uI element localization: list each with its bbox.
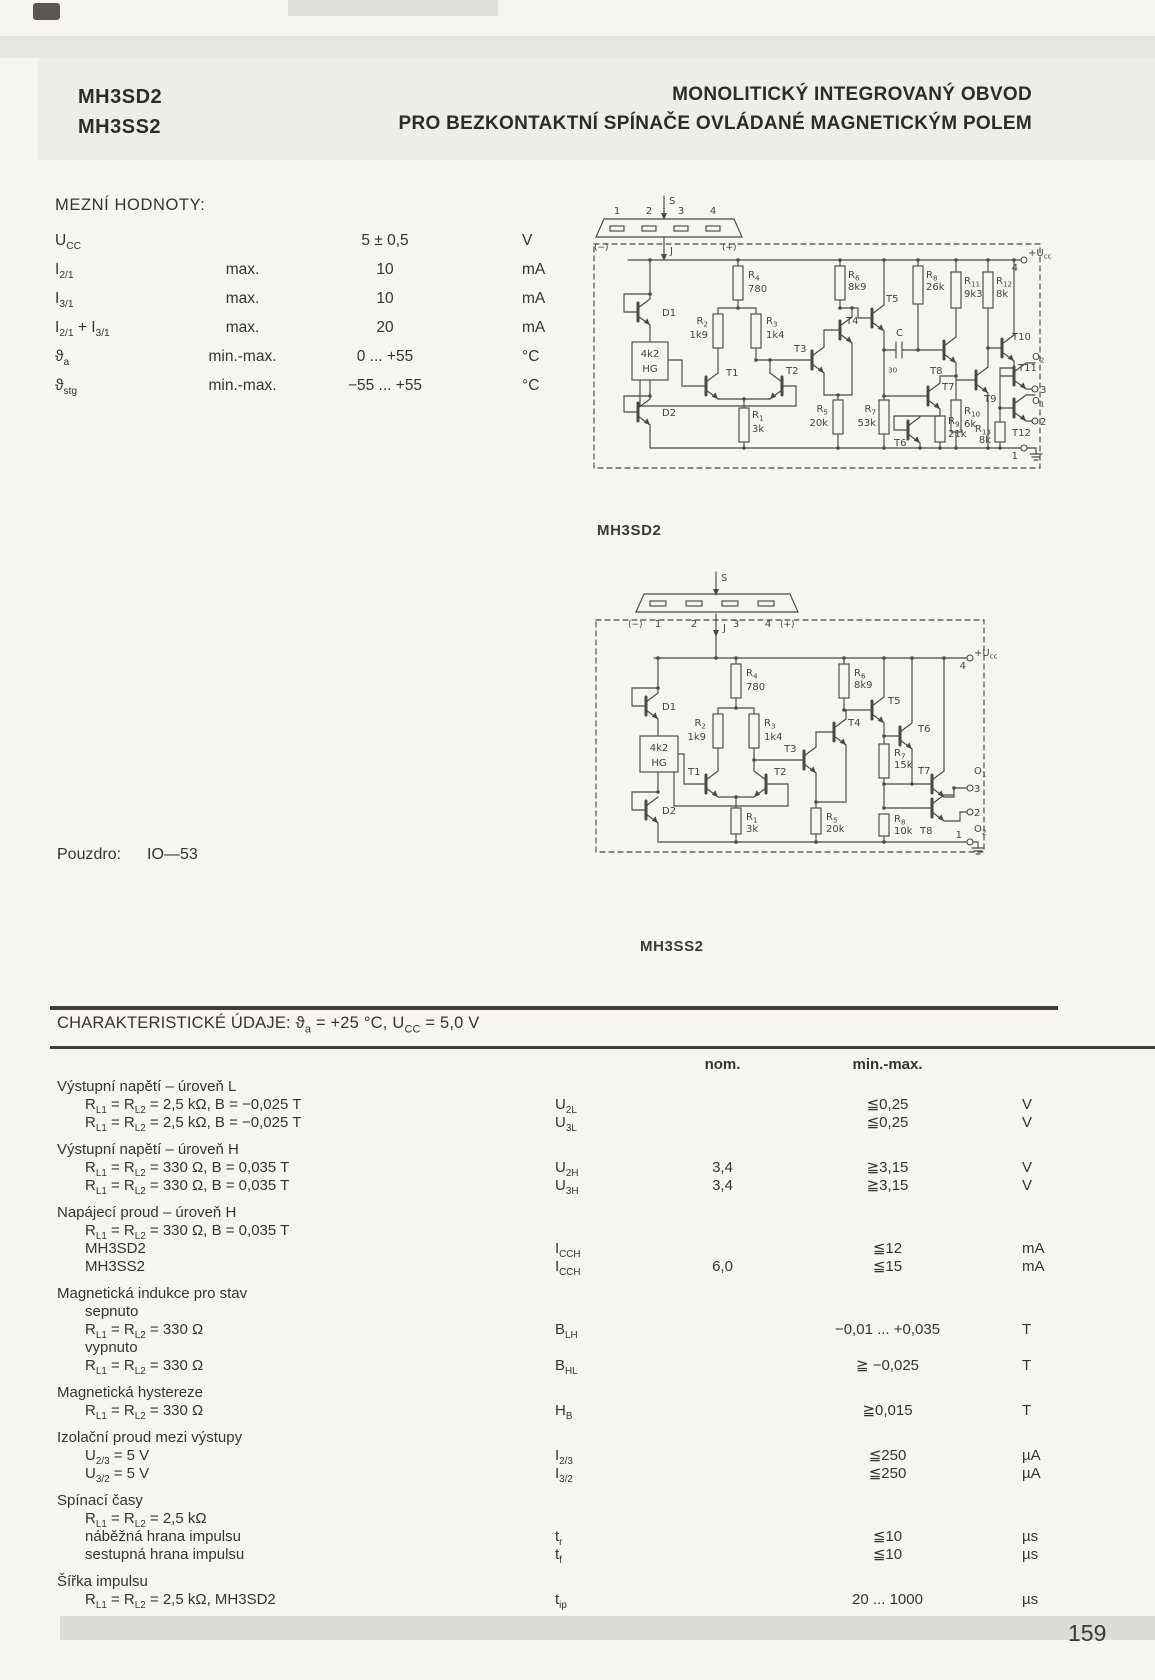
char-row: [57, 1303, 1062, 1321]
schematic-mh3ss2: [588, 568, 998, 860]
char-unit: V: [1022, 1177, 1033, 1194]
caption-mh3sd2: MH3SD2: [597, 522, 662, 539]
char-sym: $I_{3/2}$: [555, 1465, 573, 1485]
char-sym: $I_{2/3}$: [555, 1447, 573, 1467]
char-unit: mA: [1022, 1240, 1045, 1257]
char-row: [57, 1258, 1062, 1276]
schematic-label: T4: [846, 316, 859, 327]
schematic-label: 21k: [948, 429, 967, 440]
schematic-label: 3: [1040, 385, 1047, 396]
char-group-label: Napájecí proud – úroveň H: [57, 1204, 237, 1221]
char-minmax: [795, 1303, 980, 1321]
limits-value: 0 ... +55: [356, 348, 414, 365]
char-nom: [650, 1114, 795, 1132]
schematic-label: 4: [764, 619, 772, 630]
char-cond: $U_{3/2} = 5$ V: [85, 1465, 150, 1485]
schematic-label: T8: [920, 826, 933, 837]
char-nom: [650, 1546, 795, 1564]
char-group-label: Výstupní napětí – úroveň H: [57, 1141, 239, 1158]
char-minmax: [795, 1339, 980, 1357]
char-row: [57, 1591, 1062, 1609]
limits-row: [55, 313, 615, 342]
char-unit: T: [1022, 1402, 1032, 1419]
pin-ucc: [967, 655, 973, 661]
char-row: [57, 1321, 1062, 1339]
char-minmax: ≦12: [872, 1240, 903, 1257]
schematic-label: HG: [651, 758, 667, 769]
char-row: [57, 1465, 1062, 1483]
char-group: [57, 1141, 1062, 1195]
pin-gnd: [967, 839, 973, 845]
char-cond: náběžná hrana impulsu: [85, 1528, 241, 1545]
char-unit: µA: [1022, 1447, 1041, 1464]
schematic-label: 3: [974, 784, 981, 795]
char-row: [57, 1339, 1062, 1357]
char-sym: $B_{HL}$: [555, 1357, 578, 1377]
schematic-label: $+U_{cc}$: [974, 648, 998, 661]
char-cond: $R_{L1} = R_{L2} = 330$ Ω, B = 0,035 T: [85, 1177, 290, 1197]
schematic-label: 3: [732, 619, 740, 630]
schematic-label: T5: [886, 294, 899, 305]
schematic-label: 1k9: [689, 330, 708, 341]
schematic-label: $R_4$: [746, 668, 758, 681]
char-sym: $t_r$: [555, 1528, 563, 1548]
char-sym: $t_f$: [555, 1546, 562, 1566]
limits-row: [55, 371, 615, 400]
char-minmax: ≦10: [872, 1528, 903, 1545]
scan-artifact: [60, 1616, 1155, 1640]
schematic-label: 8k: [996, 289, 1009, 300]
schematic-label: (−): [628, 620, 643, 630]
schematic-label: $R_1$: [746, 812, 758, 825]
schematic-label: T12: [1012, 428, 1031, 439]
char-unit: µs: [1022, 1546, 1039, 1563]
characteristics-groups: [57, 1078, 1062, 1618]
schematic-label: J: [723, 623, 726, 634]
char-unit: µs: [1022, 1528, 1039, 1545]
pin-out3: [967, 785, 973, 791]
char-sym: $I_{CCH}$: [555, 1258, 581, 1278]
schematic-label: 8k9: [854, 680, 873, 691]
char-cond: $R_{L1} = R_{L2} = 2,5$ kΩ: [85, 1510, 207, 1530]
package-value: IO—53: [147, 846, 198, 863]
char-cond: $R_{L1} = R_{L2} = 330$ Ω: [85, 1357, 204, 1377]
char-minmax: ≧ −0,025: [855, 1357, 920, 1374]
schematic-label: T7: [942, 382, 955, 393]
char-row: [57, 1402, 1062, 1420]
char-cond: $R_{L1} = R_{L2} = 2,5$ kΩ, B = −0,025 T: [85, 1114, 302, 1134]
schematic-label: T11: [1018, 363, 1037, 374]
char-nom: [650, 1096, 795, 1114]
limits-unit: V: [522, 232, 533, 249]
part-numbers: [78, 82, 162, 142]
column-header-nom: nom.: [704, 1056, 741, 1073]
char-cond: $R_{L1} = R_{L2} = 330$ Ω, B = 0,035 T: [85, 1222, 290, 1242]
char-unit: [980, 1510, 1062, 1528]
schematic-label: $R_5$: [816, 404, 828, 417]
char-cond: $U_{2/3} = 5$ V: [85, 1447, 150, 1467]
limits-value: 5 ± 0,5: [361, 232, 409, 249]
char-cond: $R_{L1} = R_{L2} = 330$ Ω, B = 0,035 T: [85, 1159, 290, 1179]
char-sym: $B_{LH}$: [555, 1321, 578, 1341]
schematic-label: 1: [955, 830, 962, 841]
schematic-label: 3: [677, 206, 685, 217]
schematic-label: 4k2: [640, 349, 660, 360]
schematic-label: S: [669, 196, 676, 207]
limits-cond: max.: [225, 319, 260, 336]
char-sym: [555, 1222, 650, 1240]
limits-value: 10: [376, 261, 394, 278]
schematic-label: T1: [688, 767, 701, 778]
schematic-label: 20k: [826, 824, 845, 835]
divider: [50, 1046, 1155, 1049]
limits-unit: °C: [522, 348, 540, 365]
schematic-label: $R_8$: [926, 270, 938, 283]
characteristics-heading: CHARAKTERISTICKÉ ÚDAJE: $ϑ_a = +25$ °C, $U_{CC} = 5,0$ V: [57, 1014, 480, 1036]
schematic-label: $R_3$: [766, 316, 778, 329]
junction-dots: [656, 656, 956, 844]
char-nom: [650, 1303, 795, 1321]
char-group-label: Izolační proud mezi výstupy: [57, 1429, 243, 1446]
char-unit: [980, 1222, 1062, 1240]
limits-param: $ϑ_a$: [55, 348, 70, 369]
char-nom: [650, 1528, 795, 1546]
char-row: [57, 1546, 1062, 1564]
schematic-label: 780: [748, 284, 768, 295]
schematic-label: $R_7$: [894, 748, 906, 761]
divider: [50, 1006, 1058, 1010]
char-nom: [650, 1357, 795, 1375]
char-row: [57, 1222, 1062, 1240]
schematic-label: $O_1$: [974, 766, 987, 779]
char-cond: vypnuto: [85, 1339, 138, 1356]
part-number-1: MH3SD2: [78, 86, 163, 108]
schematic-label: (−): [594, 243, 609, 253]
schematic-label: $R_5$: [826, 812, 838, 825]
schematic-label: $R_{10}$: [964, 406, 981, 419]
scan-artifact: [288, 0, 498, 16]
schematic-label: T6: [918, 724, 931, 735]
char-cond: MH3SS2: [85, 1258, 146, 1275]
package-line: [57, 846, 198, 864]
char-minmax: [795, 1510, 980, 1528]
schematic-label: $R_6$: [854, 668, 866, 681]
scan-artifact: [0, 36, 1155, 58]
ss2-labels: [628, 573, 998, 841]
char-nom: [650, 1240, 795, 1258]
column-header-minmax: min.-max.: [852, 1056, 923, 1073]
limits-rows: [55, 226, 615, 400]
schematic-label: $R_9$: [948, 416, 960, 429]
schematic-label: J: [670, 246, 673, 257]
schematic-label: T4: [848, 718, 861, 729]
char-unit: [980, 1339, 1062, 1357]
schematic-label: 8k9: [848, 282, 867, 293]
page-title: [398, 80, 1032, 138]
char-sym: $U_{3L}$: [555, 1114, 577, 1134]
char-minmax: ≦10: [872, 1546, 903, 1563]
limits-row: [55, 342, 615, 371]
char-group: [57, 1573, 1062, 1609]
char-group-label: Výstupní napětí – úroveň L: [57, 1078, 237, 1095]
char-group: [57, 1492, 1062, 1564]
schematic-label: T6: [894, 438, 907, 449]
char-minmax: ≧3,15: [866, 1159, 909, 1176]
circuit-boundary: [594, 244, 1040, 468]
char-minmax: −0,01 ... +0,035: [834, 1321, 941, 1338]
sd2-labels: [594, 196, 1052, 462]
char-nom: [650, 1465, 795, 1483]
limits-cond: max.: [225, 261, 260, 278]
schematic-label: 10k: [894, 826, 913, 837]
schematic-label: 1k9: [687, 732, 706, 743]
schematic-label: 2: [645, 206, 653, 217]
char-unit: µs: [1022, 1591, 1039, 1608]
schematic-label: 53k: [857, 418, 876, 429]
char-sym: $I_{CCH}$: [555, 1240, 581, 1260]
limits-value: 20: [376, 319, 394, 336]
char-cond: sestupná hrana impulsu: [85, 1546, 245, 1563]
limits-cond: [175, 226, 310, 255]
char-row: [57, 1510, 1062, 1528]
char-row: [57, 1114, 1062, 1132]
page-number: 159: [1068, 1620, 1107, 1646]
title-line-1: MONOLITICKÝ INTEGROVANÝ OBVOD: [672, 84, 1032, 105]
char-sym: $U_{2L}$: [555, 1096, 577, 1116]
char-sym: [555, 1510, 650, 1528]
char-row: [57, 1357, 1062, 1375]
schematic-label: 4: [709, 206, 717, 217]
char-nom: 6,0: [712, 1258, 733, 1275]
caption-mh3ss2: MH3SS2: [640, 938, 704, 955]
limits-cond: min.-max.: [208, 348, 277, 365]
schematic-label: $+U_{cc}$: [1028, 248, 1052, 261]
limits-cond: min.-max.: [208, 377, 277, 394]
char-minmax: ≦15: [872, 1258, 903, 1275]
char-minmax: ≧3,15: [866, 1177, 909, 1194]
schematic-label: $R_7$: [864, 404, 876, 417]
char-row: [57, 1240, 1062, 1258]
limits-param: $U_{CC}$: [55, 232, 81, 253]
schematic-label: T3: [784, 744, 797, 755]
schematic-label: S: [721, 573, 728, 584]
char-nom: 3,4: [712, 1159, 733, 1176]
limits-value: −55 ... +55: [347, 377, 423, 394]
char-nom: [650, 1447, 795, 1465]
schematic-mh3sd2: [588, 190, 1058, 480]
char-unit: V: [1022, 1114, 1033, 1131]
schematic-label: 1: [654, 619, 662, 630]
char-cond: MH3SD2: [85, 1240, 146, 1257]
char-cond: $R_{L1} = R_{L2} = 330$ Ω: [85, 1321, 204, 1341]
schematic-label: $R_{13}$: [974, 424, 991, 437]
limits-param: $I_{2/1} + I_{3/1}$: [55, 319, 110, 340]
schematic-label: HG: [642, 364, 658, 375]
limits-heading: MEZNÍ HODNOTY:: [55, 196, 206, 214]
schematic-label: (+): [780, 620, 795, 630]
char-row: [57, 1177, 1062, 1195]
limits-row: [55, 226, 615, 255]
char-sym: $U_{2H}$: [555, 1159, 579, 1179]
schematic-label: D1: [662, 308, 677, 319]
schematic-label: T7: [918, 766, 931, 777]
schematic-label: T2: [786, 366, 799, 377]
schematic-label: 1: [613, 206, 621, 217]
schematic-label: (+): [722, 243, 737, 253]
char-unit: T: [1022, 1321, 1032, 1338]
pin-out2: [967, 809, 973, 815]
schematic-label: T1: [726, 368, 739, 379]
char-cond: $R_{L1} = R_{L2} = 2,5$ kΩ, MH3SD2: [85, 1591, 276, 1611]
char-group: [57, 1078, 1062, 1132]
schematic-label: 3k: [752, 424, 765, 435]
schematic-label: T8: [930, 366, 943, 377]
limits-row: [55, 284, 615, 313]
schematic-label: 780: [746, 682, 766, 693]
char-group: [57, 1384, 1062, 1420]
schematic-label: 9k3: [964, 289, 983, 300]
schematic-label: 2: [690, 619, 698, 630]
schematic-label: $R_6$: [848, 270, 860, 283]
char-group-label: Spínací časy: [57, 1492, 143, 1509]
schematic-label: $O_2$: [1032, 352, 1045, 365]
schematic-label: 4: [959, 661, 966, 672]
char-nom: 3,4: [712, 1177, 733, 1194]
schematic-label: T3: [794, 344, 807, 355]
char-row: [57, 1528, 1062, 1546]
limits-unit: °C: [522, 377, 540, 394]
pin-out2: [1032, 418, 1038, 424]
char-sym: $U_{3H}$: [555, 1177, 579, 1197]
char-sym: [555, 1339, 650, 1357]
char-row: [57, 1159, 1062, 1177]
char-row: [57, 1447, 1062, 1465]
char-minmax: ≧0,015: [862, 1402, 913, 1419]
schematic-label: T9: [984, 394, 997, 405]
schematic-label: 20k: [809, 418, 828, 429]
char-group-label: Magnetická hystereze: [57, 1384, 203, 1401]
schematic-label: C: [896, 328, 903, 339]
schematic-label: $O_2$: [974, 824, 987, 837]
limits-param: $I_{2/1}$: [55, 261, 74, 282]
schematic-label: 6k: [964, 419, 977, 430]
schematic-label: T5: [888, 696, 901, 707]
schematic-label: D2: [662, 806, 677, 817]
schematic-label: 26k: [926, 282, 945, 293]
char-nom: [650, 1591, 795, 1609]
schematic-label: $R_8$: [894, 814, 906, 827]
schematic-label: 2: [974, 808, 981, 819]
limits-unit: mA: [522, 319, 546, 336]
schematic-label: T10: [1012, 332, 1031, 343]
char-minmax: 20 ... 1000: [852, 1591, 923, 1608]
char-unit: mA: [1022, 1258, 1045, 1275]
limits-row: [55, 255, 615, 284]
schematic-label: $R_{11}$: [964, 276, 981, 289]
schematic-label: 8k: [978, 435, 991, 446]
schematic-label: $R_2$: [694, 718, 706, 731]
char-group: [57, 1204, 1062, 1276]
scan-artifact: [33, 3, 60, 20]
schematic-label: $O_1$: [1032, 396, 1045, 409]
char-minmax: ≦0,25: [866, 1096, 909, 1113]
char-sym: $H_B$: [555, 1402, 573, 1422]
char-cond: $R_{L1} = R_{L2} = 2,5$ kΩ, B = −0,025 T: [85, 1096, 302, 1116]
schematic-label: 15k: [894, 760, 913, 771]
char-cond: sepnuto: [85, 1303, 139, 1320]
limits-cond: max.: [225, 290, 260, 307]
schematic-label: T2: [774, 767, 787, 778]
char-minmax: ≦0,25: [866, 1114, 909, 1131]
char-unit: V: [1022, 1096, 1033, 1113]
char-group: [57, 1285, 1062, 1375]
char-nom: [650, 1339, 795, 1357]
schematic-label: 2: [1040, 417, 1047, 428]
limits-param: $I_{3/1}$: [55, 290, 74, 311]
schematic-label: 4k2: [649, 743, 669, 754]
characteristics-column-headers: [57, 1056, 1062, 1073]
schematic-label: $R_1$: [752, 410, 764, 423]
schematic-label: $R_3$: [764, 718, 776, 731]
pin-gnd: [1021, 445, 1027, 451]
schematic-label: 1k4: [764, 732, 783, 743]
char-unit: µA: [1022, 1465, 1041, 1482]
char-minmax: [795, 1222, 980, 1240]
schematic-label: 3k: [746, 824, 759, 835]
schematic-label: 4: [1011, 263, 1018, 274]
schematic-label: 1: [1011, 451, 1018, 462]
pin-ucc: [1021, 257, 1027, 263]
char-sym: [555, 1303, 650, 1321]
schematic-label: 1k4: [766, 330, 785, 341]
package-label: Pouzdro:: [57, 846, 122, 863]
schematic-label: $R_{12}$: [996, 276, 1013, 289]
schematic-label: D1: [662, 702, 677, 713]
limits-unit: mA: [522, 290, 546, 307]
char-group: [57, 1429, 1062, 1483]
char-group-label: Šířka impulsu: [57, 1573, 148, 1590]
char-row: [57, 1096, 1062, 1114]
char-unit: T: [1022, 1357, 1032, 1374]
char-nom: [650, 1510, 795, 1528]
char-sym: $t_{ip}$: [555, 1591, 567, 1611]
pin-out3: [1032, 386, 1038, 392]
char-unit: V: [1022, 1159, 1033, 1176]
schematic-label: $R_4$: [748, 270, 760, 283]
char-minmax: ≦250: [868, 1447, 907, 1464]
part-number-2: MH3SS2: [78, 116, 162, 138]
limits-param: $ϑ_{stg}$: [55, 377, 78, 398]
limits-unit: mA: [522, 261, 546, 278]
char-nom: [650, 1321, 795, 1339]
char-unit: [980, 1303, 1062, 1321]
char-cond: $R_{L1} = R_{L2} = 330$ Ω: [85, 1402, 204, 1422]
char-nom: [650, 1402, 795, 1420]
title-line-2: PRO BEZKONTAKTNÍ SPÍNAČE OVLÁDANÉ MAGNETICKÝM POLEM: [398, 113, 1032, 134]
char-minmax: ≦250: [868, 1465, 907, 1482]
limits-value: 10: [376, 290, 394, 307]
char-nom: [650, 1222, 795, 1240]
schematic-label: D2: [662, 408, 677, 419]
char-group-label: Magnetická indukce pro stav: [57, 1285, 248, 1302]
schematic-label: $R_2$: [696, 316, 708, 329]
schematic-label: 30: [888, 365, 898, 375]
